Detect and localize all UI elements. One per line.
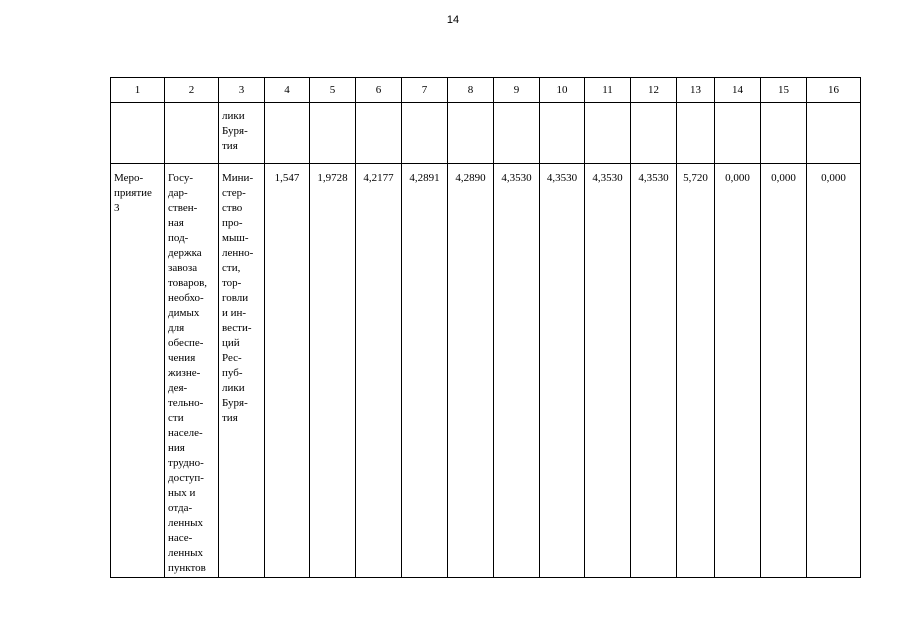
table-cell bbox=[585, 103, 631, 164]
table-cell bbox=[165, 103, 219, 164]
table-cell bbox=[540, 103, 585, 164]
value-cell: 4,3530 bbox=[585, 164, 631, 578]
table-row bbox=[111, 164, 861, 578]
table-cell bbox=[715, 103, 761, 164]
table-cell bbox=[356, 103, 402, 164]
value-cell: 1,547 bbox=[265, 164, 310, 578]
header-cell: 7 bbox=[402, 78, 448, 103]
table-row bbox=[111, 103, 861, 164]
value-cell: 0,000 bbox=[807, 164, 861, 578]
table-cell bbox=[111, 103, 165, 164]
table-cell bbox=[219, 103, 265, 164]
table-cell bbox=[761, 103, 807, 164]
table-cell bbox=[165, 164, 219, 578]
table-cell bbox=[310, 103, 356, 164]
value-cell: 4,3530 bbox=[631, 164, 677, 578]
value-cell: 4,3530 bbox=[540, 164, 585, 578]
header-cell: 6 bbox=[356, 78, 402, 103]
value-cell: 4,2891 bbox=[402, 164, 448, 578]
header-cell: 1 bbox=[111, 78, 165, 103]
value-cell: 1,9728 bbox=[310, 164, 356, 578]
header-cell: 5 bbox=[310, 78, 356, 103]
header-cell: 14 bbox=[715, 78, 761, 103]
table-header-row bbox=[111, 78, 861, 103]
executor-name: Мини- стер- ство про- мыш- ленно- сти, тор- говли и ин- вести- ций Рес- пуб- лики Буря- тия bbox=[222, 172, 254, 424]
measure-name: Меро- приятие 3 bbox=[114, 172, 152, 214]
value-cell: 4,2890 bbox=[448, 164, 494, 578]
header-cell: 15 bbox=[761, 78, 807, 103]
table-cell bbox=[448, 103, 494, 164]
table-cell bbox=[494, 103, 540, 164]
header-cell: 2 bbox=[165, 78, 219, 103]
header-cell: 16 bbox=[807, 78, 861, 103]
header-cell: 8 bbox=[448, 78, 494, 103]
value-cell: 0,000 bbox=[715, 164, 761, 578]
table-cell bbox=[677, 103, 715, 164]
table-cell bbox=[402, 103, 448, 164]
table-cell bbox=[631, 103, 677, 164]
measure-description: Госу- дар- ствен- ная под- держка завоза товаров, необхо- димых для обеспе- чения жизне- дея- тельно- сти населе- ния трудно- доступ- ных и отда- ленных насе- ленных пунктов bbox=[168, 172, 208, 574]
header-cell: 10 bbox=[540, 78, 585, 103]
header-cell: 12 bbox=[631, 78, 677, 103]
value-cell: 4,2177 bbox=[356, 164, 402, 578]
header-cell: 9 bbox=[494, 78, 540, 103]
value-cell: 0,000 bbox=[761, 164, 807, 578]
executor-continuation-text: лики Буря- тия bbox=[222, 110, 248, 152]
table-cell bbox=[265, 103, 310, 164]
value-cell: 4,3530 bbox=[494, 164, 540, 578]
budget-table bbox=[110, 77, 861, 578]
header-cell: 13 bbox=[677, 78, 715, 103]
header-cell: 3 bbox=[219, 78, 265, 103]
page-number: 14 bbox=[446, 14, 460, 26]
table-cell bbox=[807, 103, 861, 164]
header-cell: 4 bbox=[265, 78, 310, 103]
header-cell: 11 bbox=[585, 78, 631, 103]
table-cell bbox=[111, 164, 165, 578]
table-cell bbox=[219, 164, 265, 578]
value-cell: 5,720 bbox=[677, 164, 715, 578]
